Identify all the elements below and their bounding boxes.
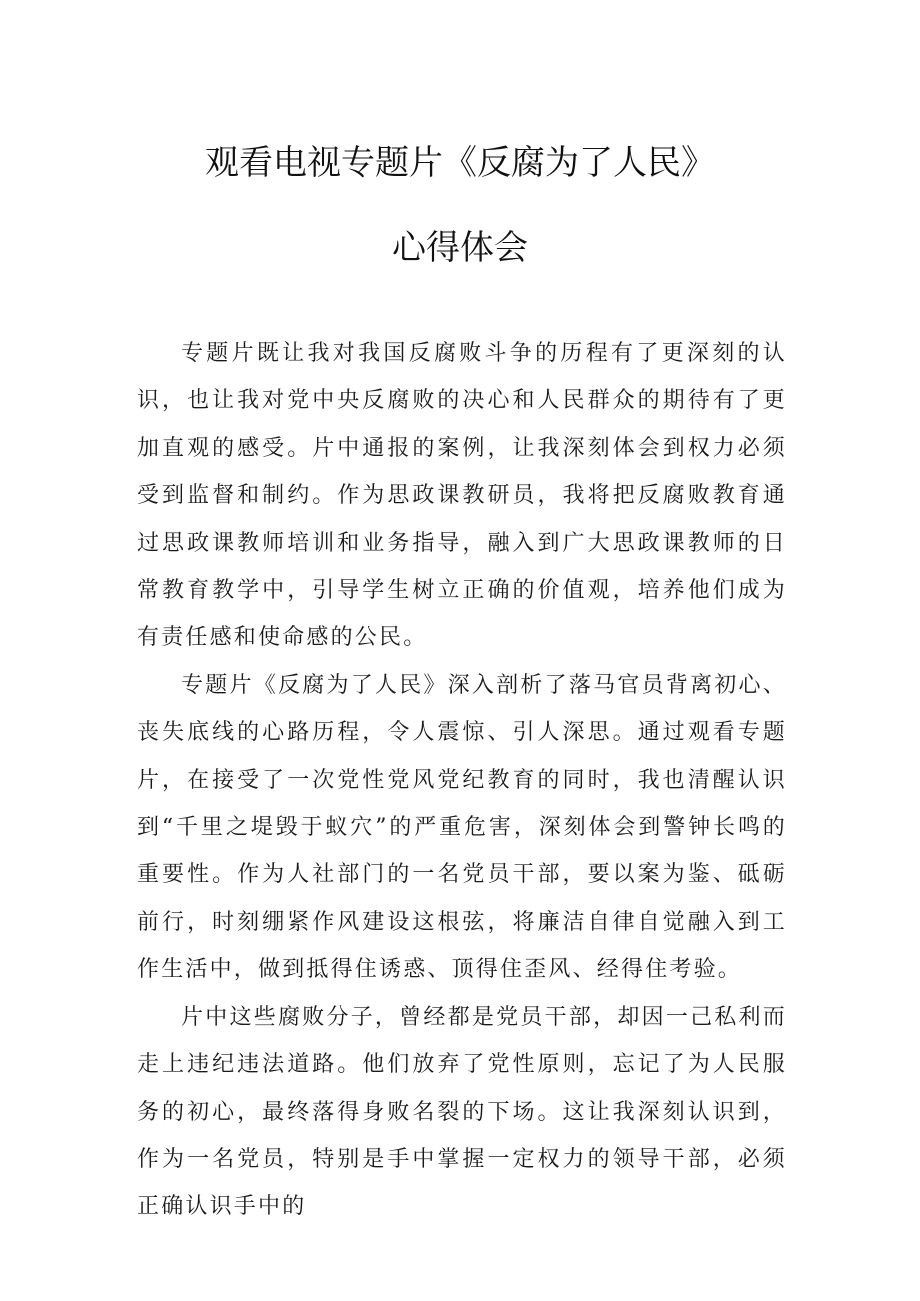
paragraph-3: 片中这些腐败分子，曾经都是党员干部，却因一己私利而走上违纪违法道路。他们放弃了党性原则，忘记了为人民服务的初心，最终落得身败名裂的下场。这让我深刻认识到，作为一名党员，特别是手中掌握一定权力的领导干部，必须正确认识手中的	[137, 1004, 787, 1220]
document-title-line-1: 观看电视专题片《反腐为了人民》	[205, 143, 715, 183]
document-body	[137, 330, 787, 1231]
paragraph-1: 专题片既让我对我国反腐败斗争的历程有了更深刻的认识，也让我对党中央反腐败的决心和人民群众的期待有了更加直观的感受。片中通报的案例，让我深刻体会到权力必须受到监督和制约。作为思政课教研员，我将把反腐败教育通过思政课教师培训和业务指导，融入到广大思政课教师的日常教育教学中，引导学生树立正确的价值观，培养他们成为有责任感和使命感的公民。	[137, 341, 787, 651]
document-title-line-2: 心得体会	[392, 228, 528, 268]
paragraph-2: 专题片《反腐为了人民》深入剖析了落马官员背离初心、丧失底线的心路历程，令人震惊、引人深思。通过观看专题片，在接受了一次党性党风党纪教育的同时，我也清醒认识到“千里之堤毁于蚁穴”的严重危害，深刻体会到警钟长鸣的重要性。作为人社部门的一名党员干部，要以案为鉴、砥砺前行，时刻绷紧作风建设这根弦，将廉洁自律自觉融入到工作生活中，做到抵得住诱惑、顶得住歪风、经得住考验。	[137, 672, 787, 983]
